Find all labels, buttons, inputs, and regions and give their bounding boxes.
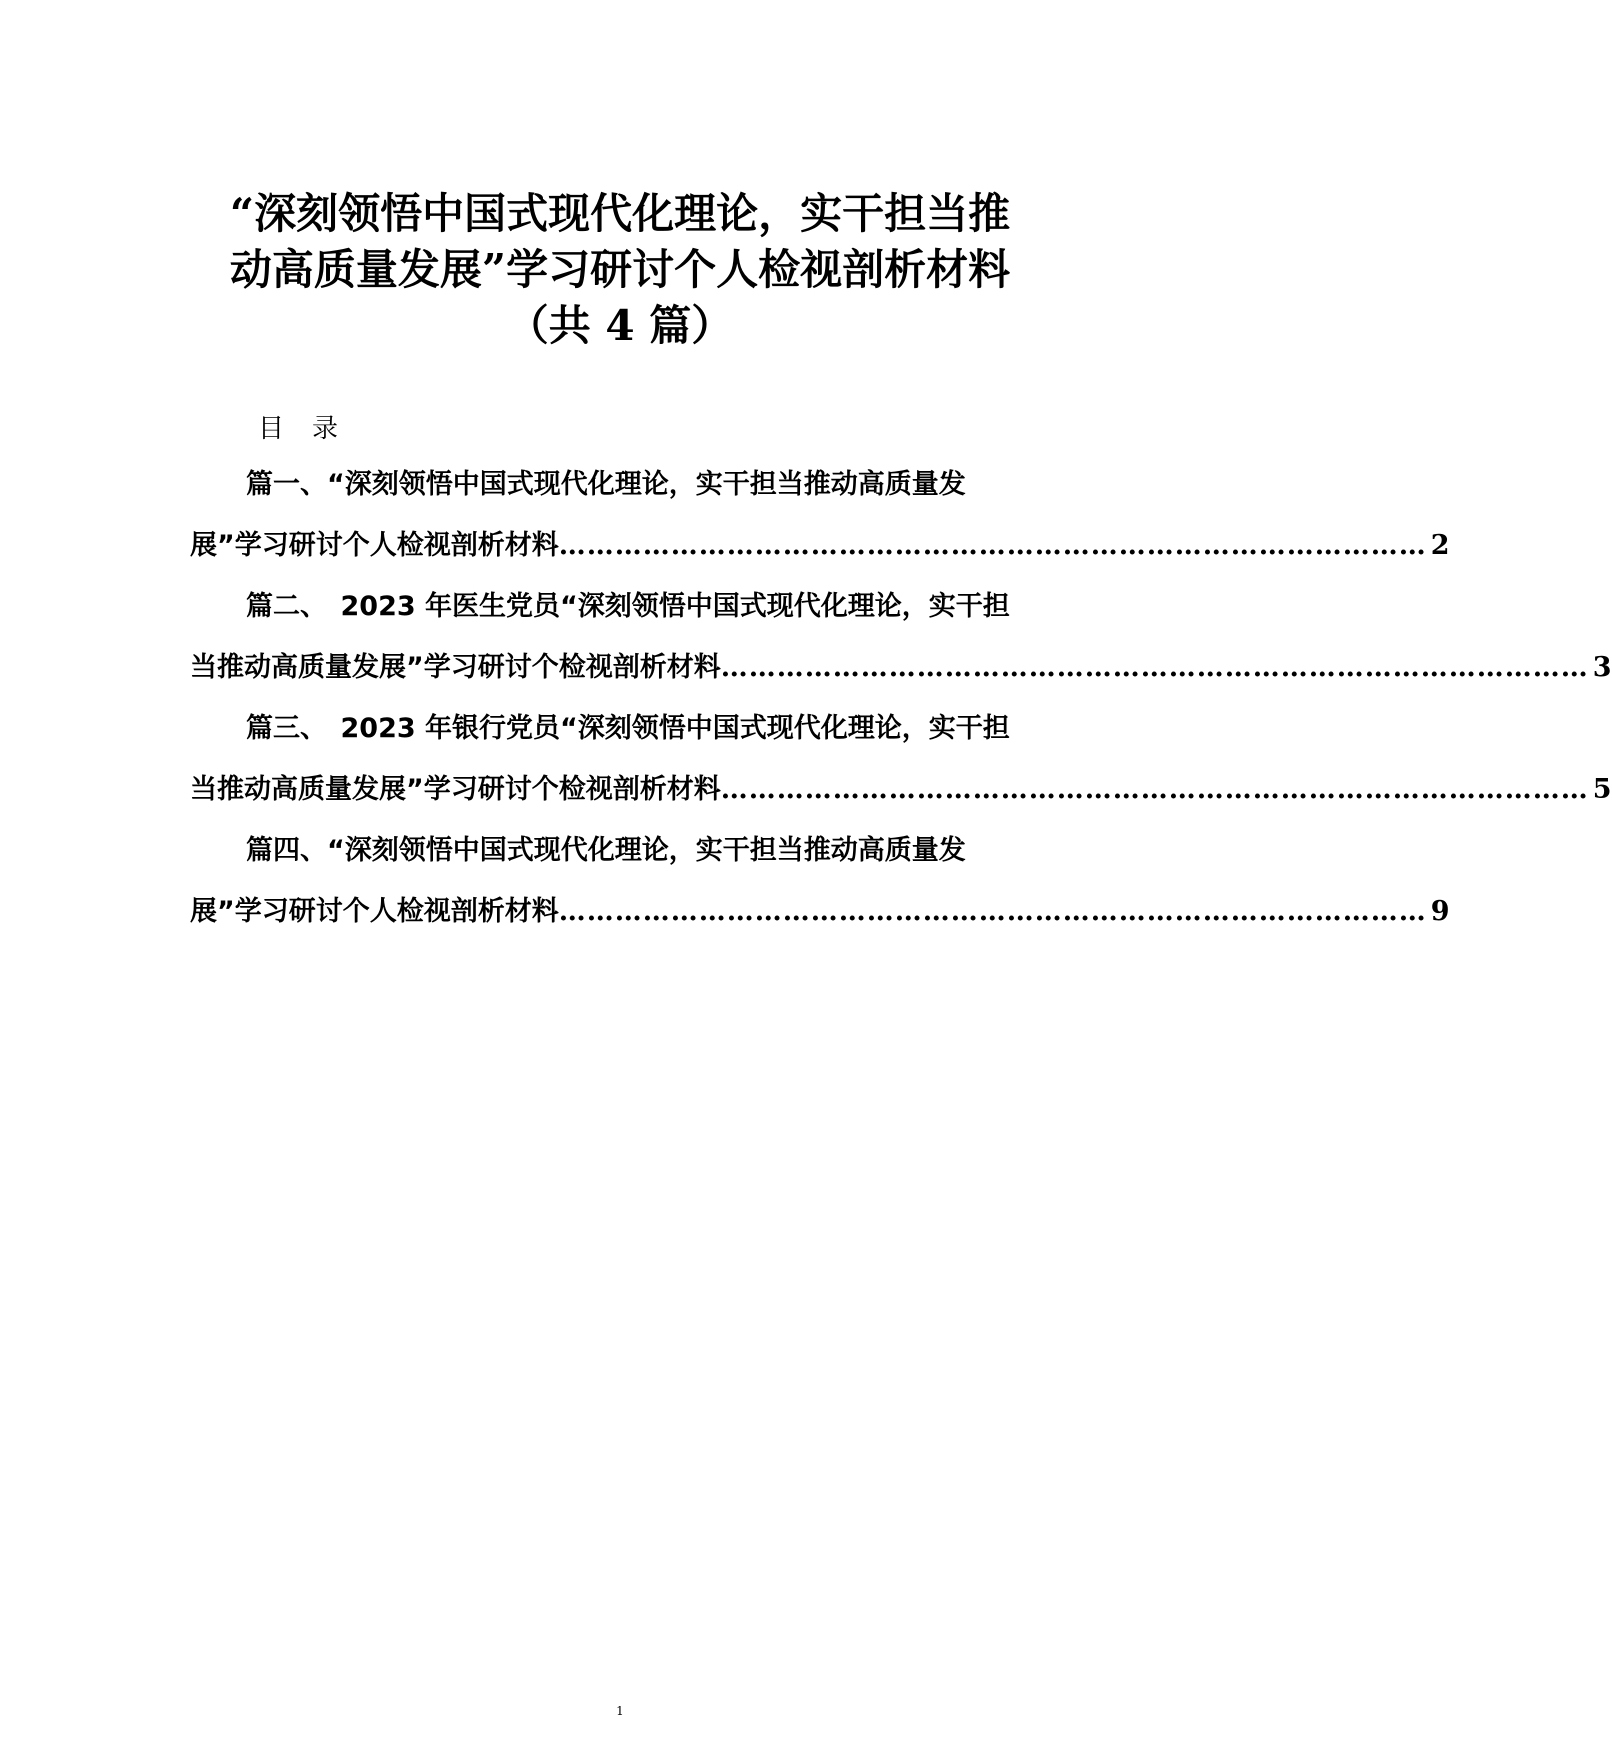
toc-entry-2[interactable] [190, 572, 1612, 694]
toc-entry-title-line-1: 篇四、“深刻领悟中国式现代化理论，实干担当推动高质量发 [246, 835, 966, 866]
toc-entry-title-line-2-row [190, 642, 1612, 694]
title-line-3: （共 4 篇） [506, 301, 734, 350]
toc-entry-3[interactable] [190, 694, 1612, 816]
document-title [180, 186, 1060, 354]
title-line-2: 动高质量发展”学习研讨个人检视剖析材料 [229, 245, 1011, 294]
toc-entry-title-line-2-row [190, 886, 1450, 938]
toc-entry-title-line-2: 展”学习研讨个人检视剖析材料 [190, 530, 559, 561]
toc-page-number: 9 [1430, 896, 1450, 927]
dot-leader: ………………………………………………………………………………… [720, 774, 1589, 805]
toc-entry-title-line-2-row [190, 520, 1450, 572]
toc-page-number: 5 [1592, 774, 1612, 805]
toc-entry-title-line-2: 展”学习研讨个人检视剖析材料 [190, 896, 559, 927]
toc-entry-title-line-1: 篇一、“深刻领悟中国式现代化理论，实干担当推动高质量发 [246, 469, 966, 500]
dot-leader: ………………………………………………………………………………… [558, 896, 1427, 927]
toc-entry-title-line-2-row [190, 764, 1612, 816]
page-footer-number: 1 [616, 1704, 624, 1718]
toc-entry-title-line-1: 篇三、 2023 年银行党员“深刻领悟中国式现代化理论，实干担 [246, 713, 1010, 744]
toc-entry-title-line-1: 篇二、 2023 年医生党员“深刻领悟中国式现代化理论，实干担 [246, 591, 1010, 622]
toc-entry-4[interactable] [190, 816, 1450, 938]
dot-leader: ………………………………………………………………………………… [558, 530, 1427, 561]
title-line-1: “深刻领悟中国式现代化理论，实干担当推 [229, 189, 1011, 238]
table-of-contents [190, 450, 1612, 938]
toc-entry-1[interactable] [190, 450, 1450, 572]
toc-entry-title-line-2: 当推动高质量发展”学习研讨个检视剖析材料 [190, 774, 721, 805]
toc-page-number: 3 [1592, 652, 1612, 683]
dot-leader: ………………………………………………………………………………… [720, 652, 1589, 683]
toc-page-number: 2 [1430, 530, 1450, 561]
toc-entry-title-line-2: 当推动高质量发展”学习研讨个检视剖析材料 [190, 652, 721, 683]
toc-heading: 目录 [258, 414, 367, 444]
